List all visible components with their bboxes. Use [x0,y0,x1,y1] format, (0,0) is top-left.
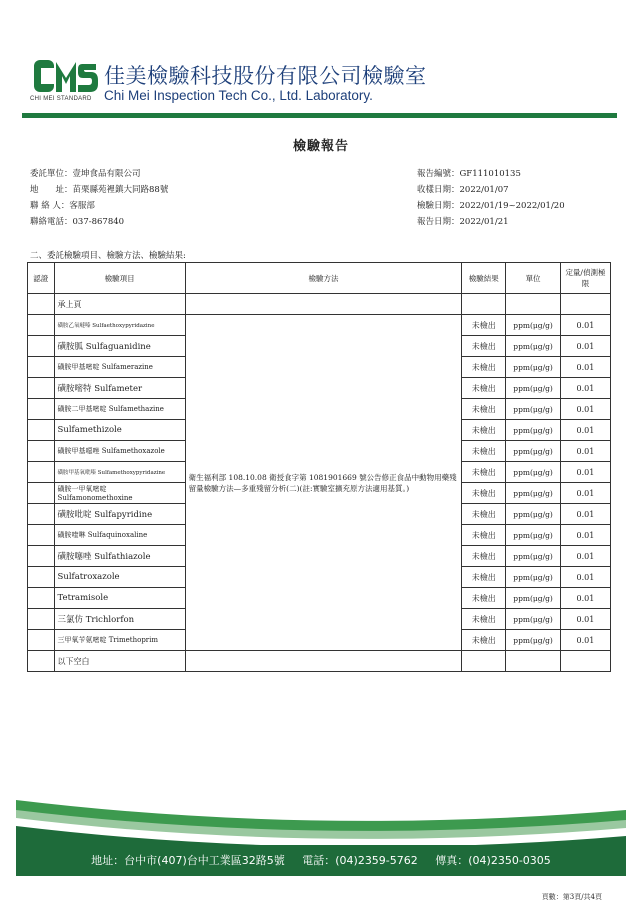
item-cell: 磺胺胍 Sulfaguanidine [54,336,185,357]
info-value: 苗栗縣苑裡鎮大同路88號 [72,185,169,195]
report-info [417,168,565,232]
result-cell: 未檢出 [462,441,506,462]
check-cell [28,378,55,399]
item-cell: 磺胺嘧特 Sulfameter [54,378,185,399]
check-cell [28,483,55,504]
section-title: 二、委託檢驗項目、檢驗方法、檢驗結果: [30,251,186,261]
info-label: 委託單位： [30,169,73,179]
item-cell: 磺胺一甲氧嘧啶 Sulfamonomethoxine [54,483,185,504]
info-value: 2022/01/07 [459,185,509,195]
header-lod: 定量/偵測極限 [560,263,610,294]
client-contact-row [30,200,168,216]
info-label: 報告編號： [417,169,460,179]
empty-cell [560,651,610,672]
unit-cell: ppm(μg/g) [506,588,561,609]
report-date-row [417,216,565,232]
check-cell [28,441,55,462]
info-label: 聯絡電話： [30,217,73,227]
continued-label: 承上頁 [54,294,185,315]
item-cell: 三氯仿 Trichlorfon [54,609,185,630]
item-cell: 磺胺甲基嘧啶 Sulfamerazine [54,357,185,378]
report-number-row [417,168,565,184]
result-cell: 未檢出 [462,609,506,630]
header-method: 檢驗方法 [185,263,462,294]
check-cell [28,315,55,336]
unit-cell: ppm(μg/g) [506,378,561,399]
client-info [30,168,168,232]
item-cell: 磺胺甲基氧吡嗪 Sulfamethoxypyridazine [54,462,185,483]
item-cell: Sulfamethizole [54,420,185,441]
unit-cell: ppm(μg/g) [506,483,561,504]
check-cell [28,336,55,357]
unit-cell: ppm(μg/g) [506,609,561,630]
method-cell: 衛生福利部 108.10.08 衛授食字第 1081901669 號公告修正食品中動物用藥殘留量檢驗方法—多重殘留分析(二)(註:實驗室擴充原方法適用基質。) [185,315,462,651]
lod-cell: 0.01 [560,504,610,525]
info-value: 客服部 [69,201,95,211]
check-cell [28,567,55,588]
info-value: 壹坤食品有限公司 [72,169,141,179]
client-phone-row [30,216,168,232]
footer-phone: 電話：(04)2359-5762 [302,854,418,867]
lod-cell: 0.01 [560,609,610,630]
result-cell: 未檢出 [462,378,506,399]
check-cell [28,588,55,609]
item-cell: 磺胺吡啶 Sulfapyridine [54,504,185,525]
info-label: 聯 絡 人： [30,201,70,211]
lod-cell: 0.01 [560,357,610,378]
check-cell [28,399,55,420]
header-divider [22,113,617,118]
header-result: 檢驗結果 [462,263,506,294]
company-logo [34,58,98,96]
item-cell: 磺胺噻唑 Sulfathiazole [54,546,185,567]
check-cell [28,462,55,483]
continued-row [28,294,611,315]
info-value: 2022/01/21 [459,217,509,227]
end-row [28,651,611,672]
header-item: 檢驗項目 [54,263,185,294]
result-cell: 未檢出 [462,546,506,567]
check-cell [28,525,55,546]
info-value: GF111010135 [459,169,521,179]
unit-cell: ppm(μg/g) [506,420,561,441]
check-cell [28,630,55,651]
footer-fax: 傳真：(04)2350-0305 [435,854,551,867]
header-unit: 單位 [506,263,561,294]
header-check: 認證 [28,263,55,294]
item-cell: Sulfatroxazole [54,567,185,588]
unit-cell: ppm(μg/g) [506,546,561,567]
unit-cell: ppm(μg/g) [506,315,561,336]
lod-cell: 0.01 [560,378,610,399]
info-label: 報告日期： [417,217,460,227]
lod-cell: 0.01 [560,336,610,357]
unit-cell: ppm(μg/g) [506,567,561,588]
lod-cell: 0.01 [560,630,610,651]
empty-cell [506,294,561,315]
test-date-row [417,200,565,216]
report-title: 檢驗報告 [292,139,349,154]
info-value: 037-867840 [72,217,125,227]
empty-cell [462,651,506,672]
lod-cell: 0.01 [560,483,610,504]
unit-cell: ppm(μg/g) [506,336,561,357]
info-label: 檢驗日期： [417,201,460,211]
company-name-english: Chi Mei Inspection Tech Co., Ltd. Laboratory. [104,88,373,103]
empty-cell [506,651,561,672]
lod-cell: 0.01 [560,525,610,546]
result-cell: 未檢出 [462,315,506,336]
table-header-row [28,263,611,294]
check-cell [28,546,55,567]
check-cell [28,294,55,315]
page-number: 頁數：第3頁/共4頁 [541,893,602,901]
lod-cell: 0.01 [560,420,610,441]
lod-cell: 0.01 [560,399,610,420]
lod-cell: 0.01 [560,567,610,588]
result-cell: 未檢出 [462,399,506,420]
info-value: 2022/01/19~2022/01/20 [459,201,565,211]
client-address-row [30,184,168,200]
lod-cell: 0.01 [560,588,610,609]
info-label: 收樣日期： [417,185,460,195]
check-cell [28,504,55,525]
unit-cell: ppm(μg/g) [506,630,561,651]
lod-cell: 0.01 [560,546,610,567]
unit-cell: ppm(μg/g) [506,399,561,420]
result-cell: 未檢出 [462,420,506,441]
unit-cell: ppm(μg/g) [506,462,561,483]
results-table [27,262,611,672]
check-cell [28,420,55,441]
result-cell: 未檢出 [462,357,506,378]
empty-cell [185,651,462,672]
client-name-row [30,168,168,184]
check-cell [28,651,55,672]
item-cell: 磺胺喹啉 Sulfaquinoxaline [54,525,185,546]
check-cell [28,609,55,630]
result-cell: 未檢出 [462,588,506,609]
result-cell: 未檢出 [462,504,506,525]
item-cell: 磺胺乙氧噠嗪 Sulfaethoxypyridazine [54,315,185,336]
result-cell: 未檢出 [462,336,506,357]
item-cell: 磺胺二甲基嘧啶 Sulfamethazine [54,399,185,420]
result-cell: 未檢出 [462,462,506,483]
result-cell: 未檢出 [462,567,506,588]
company-name-chinese: 佳美檢驗科技股份有限公司檢驗室 [104,64,427,88]
result-cell: 未檢出 [462,525,506,546]
empty-cell [185,294,462,315]
unit-cell: ppm(μg/g) [506,504,561,525]
footer-address: 地址：台中市(407)台中工業區32路5號 [91,854,285,867]
unit-cell: ppm(μg/g) [506,357,561,378]
footer-contact [16,845,626,876]
info-label: 地 址： [30,185,73,195]
receive-date-row [417,184,565,200]
item-cell: 三甲氧苄氨嘧啶 Trimethoprim [54,630,185,651]
lod-cell: 0.01 [560,441,610,462]
table-row [28,315,611,336]
unit-cell: ppm(μg/g) [506,441,561,462]
item-cell: Tetramisole [54,588,185,609]
empty-cell [560,294,610,315]
item-cell: 磺胺甲基噁唑 Sulfamethoxazole [54,441,185,462]
logo-subtitle: CHI MEI STANDARD [30,96,92,102]
lod-cell: 0.01 [560,315,610,336]
lod-cell: 0.01 [560,462,610,483]
end-note: 以下空白 [54,651,185,672]
result-cell: 未檢出 [462,630,506,651]
check-cell [28,357,55,378]
unit-cell: ppm(μg/g) [506,525,561,546]
empty-cell [462,294,506,315]
result-cell: 未檢出 [462,483,506,504]
